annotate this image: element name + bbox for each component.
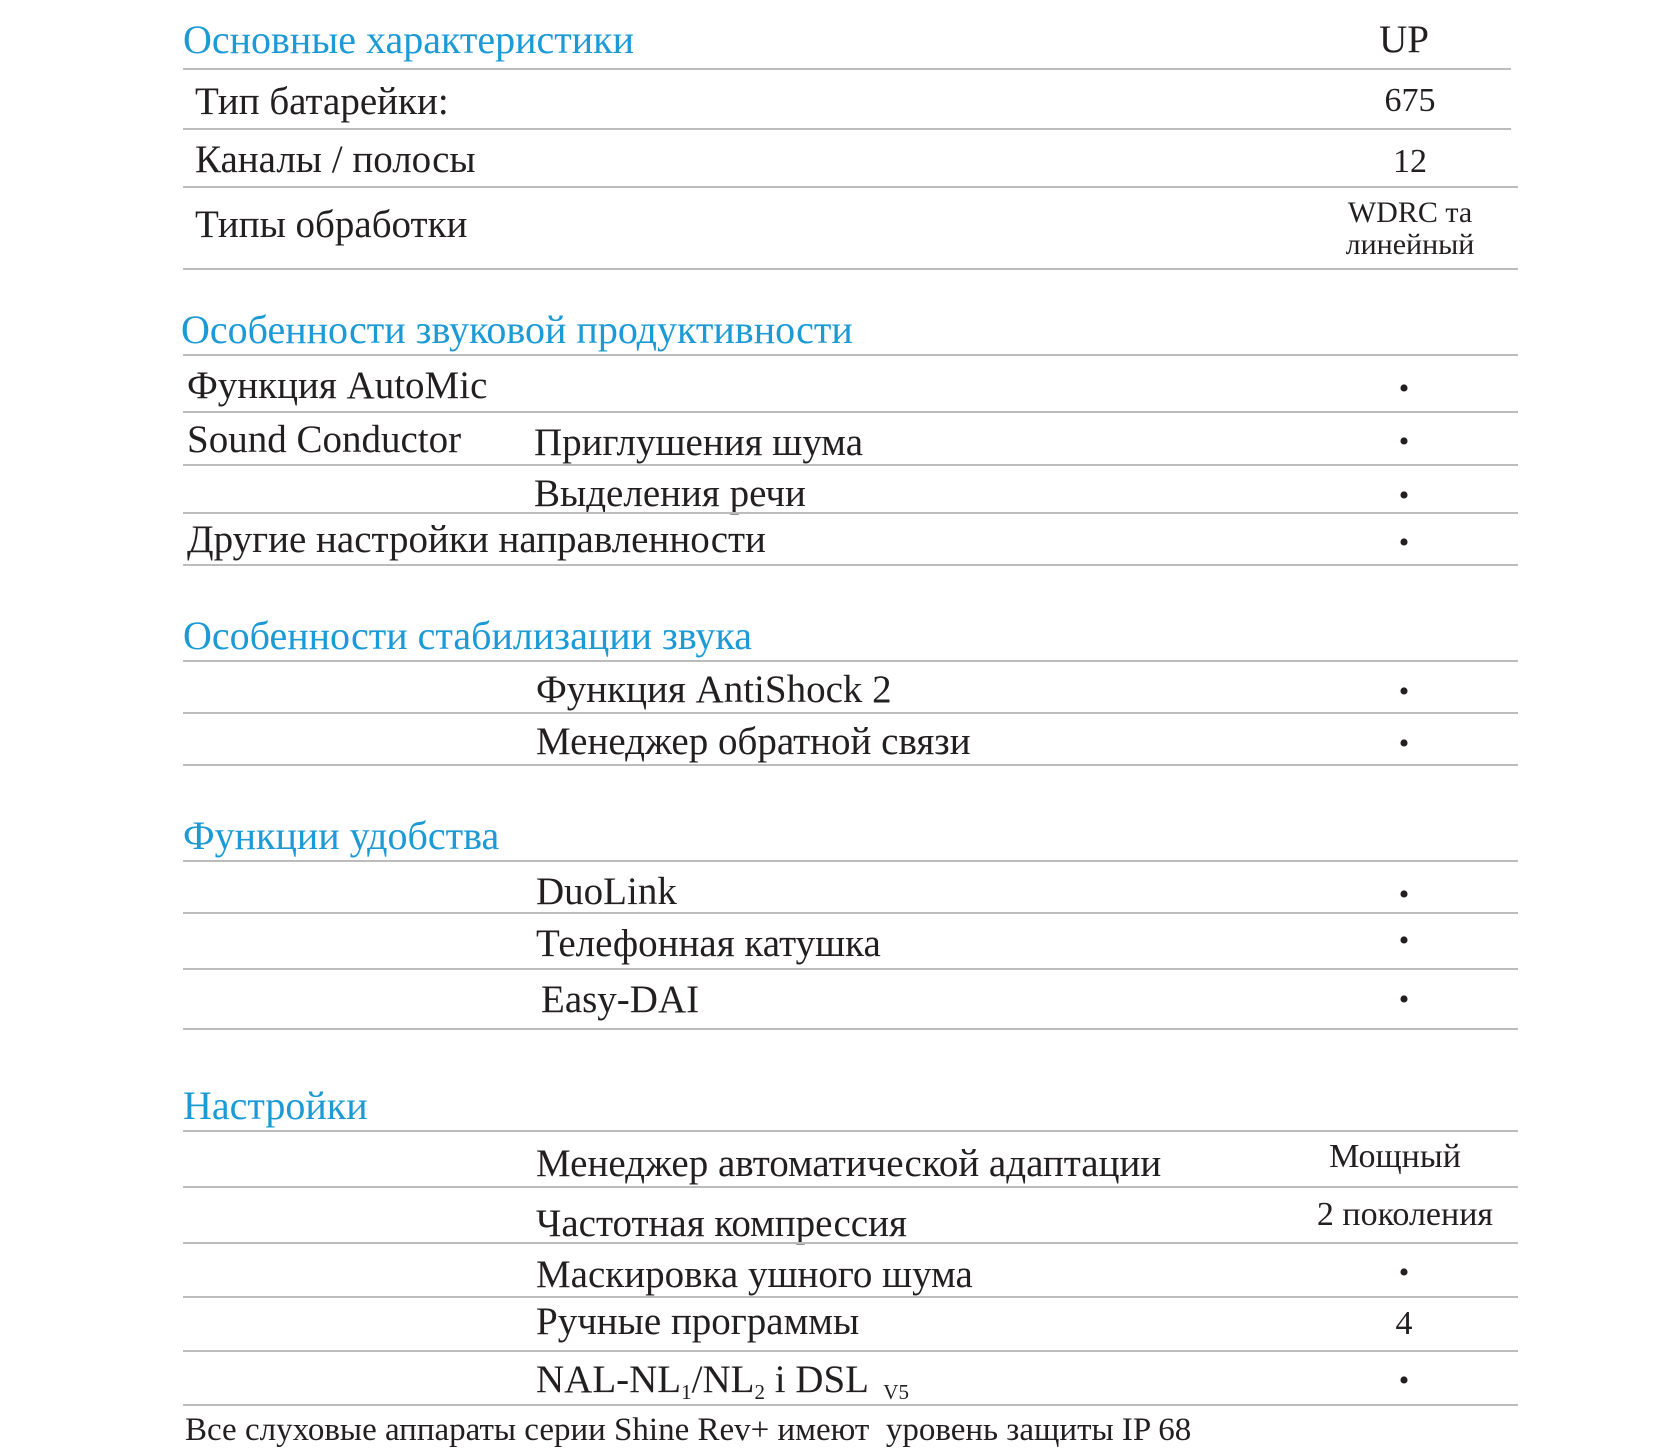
nal-sub-1: 1	[681, 1380, 692, 1404]
noise-reduction-label: Приглушения шума	[534, 421, 864, 464]
nal-suffix: i DSL	[764, 1358, 878, 1401]
telecoil-label: Телефонная катушка	[536, 922, 881, 965]
column-header-up: UP	[1379, 18, 1429, 61]
divider	[183, 1296, 1518, 1298]
fitting-formulas-label	[536, 1360, 909, 1403]
channels-label: Каналы / полосы	[195, 138, 476, 181]
directional-settings-label: Другие настройки направленности	[187, 518, 766, 561]
manual-programs-label: Ручные программы	[536, 1300, 860, 1343]
battery-type-value: 675	[1384, 82, 1436, 119]
divider	[183, 1028, 1518, 1030]
adaptation-manager-value: Мощный	[1329, 1138, 1461, 1175]
duolink-bullet: •	[1398, 878, 1410, 911]
antishock-bullet: •	[1398, 675, 1410, 708]
fitting-formulas-bullet: •	[1398, 1364, 1410, 1397]
divider	[183, 464, 1518, 466]
channels-value: 12	[1393, 143, 1427, 180]
easy-dai-bullet: •	[1398, 983, 1410, 1016]
divider	[183, 512, 1518, 514]
divider	[183, 354, 1518, 356]
frequency-compression-value: 2 поколения	[1316, 1196, 1494, 1233]
divider	[183, 912, 1518, 914]
divider	[183, 764, 1518, 766]
processing-types-value-line2: линейный	[1345, 228, 1475, 261]
section-heading-main-specs: Основные характеристики	[183, 17, 634, 62]
divider	[183, 564, 1518, 566]
divider	[183, 1130, 1518, 1132]
nal-mid: /NL	[691, 1358, 755, 1401]
automic-label: Функция AutoMic	[187, 364, 488, 407]
speech-enhancement-label: Выделения речи	[534, 472, 806, 515]
automic-bullet: •	[1398, 372, 1410, 405]
feedback-manager-label: Менеджер обратной связи	[536, 720, 971, 763]
tinnitus-masker-bullet: •	[1398, 1256, 1410, 1289]
divider	[183, 1350, 1518, 1352]
frequency-compression-label: Частотная компрессия	[536, 1202, 907, 1245]
tinnitus-masker-label: Маскировка ушного шума	[536, 1253, 973, 1296]
divider	[183, 186, 1518, 188]
divider	[183, 1242, 1518, 1244]
telecoil-bullet: •	[1398, 924, 1410, 957]
adaptation-manager-label: Менеджер автоматической адаптации	[536, 1142, 1162, 1185]
processing-types-label: Типы обработки	[195, 203, 468, 246]
duolink-label: DuoLink	[536, 870, 677, 913]
divider	[183, 968, 1518, 970]
section-heading-sound-performance: Особенности звуковой продуктивности	[181, 307, 853, 352]
divider	[183, 1186, 1518, 1188]
footer-note: Все слуховые аппараты серии Shine Rev+ имеют уровень защиты IP 68	[185, 1412, 1192, 1448]
divider	[183, 128, 1511, 130]
divider	[183, 268, 1518, 270]
divider	[183, 68, 1511, 70]
section-heading-settings: Настройки	[183, 1083, 368, 1128]
battery-type-label: Тип батарейки:	[195, 80, 449, 123]
divider	[183, 411, 1518, 413]
divider	[183, 1404, 1518, 1406]
feedback-manager-bullet: •	[1398, 727, 1410, 760]
sound-conductor-label: Sound Conductor	[187, 418, 462, 461]
section-heading-stabilization: Особенности стабилизации звука	[183, 613, 752, 658]
antishock-label: Функция AntiShock 2	[536, 668, 892, 711]
easy-dai-label: Easy-DAI	[541, 978, 700, 1021]
noise-reduction-bullet: •	[1398, 425, 1410, 458]
nal-sub-2: 2	[754, 1380, 765, 1404]
divider	[183, 660, 1518, 662]
divider	[183, 860, 1518, 862]
section-heading-convenience: Функции удобства	[183, 813, 500, 858]
divider	[183, 712, 1518, 714]
speech-enhancement-bullet: •	[1398, 479, 1410, 512]
processing-types-value-line1: WDRC та	[1347, 196, 1473, 229]
directional-settings-bullet: •	[1398, 526, 1410, 559]
nal-prefix: NAL-NL	[536, 1358, 682, 1401]
dsl-version: V5	[883, 1380, 909, 1404]
manual-programs-value: 4	[1395, 1305, 1413, 1342]
